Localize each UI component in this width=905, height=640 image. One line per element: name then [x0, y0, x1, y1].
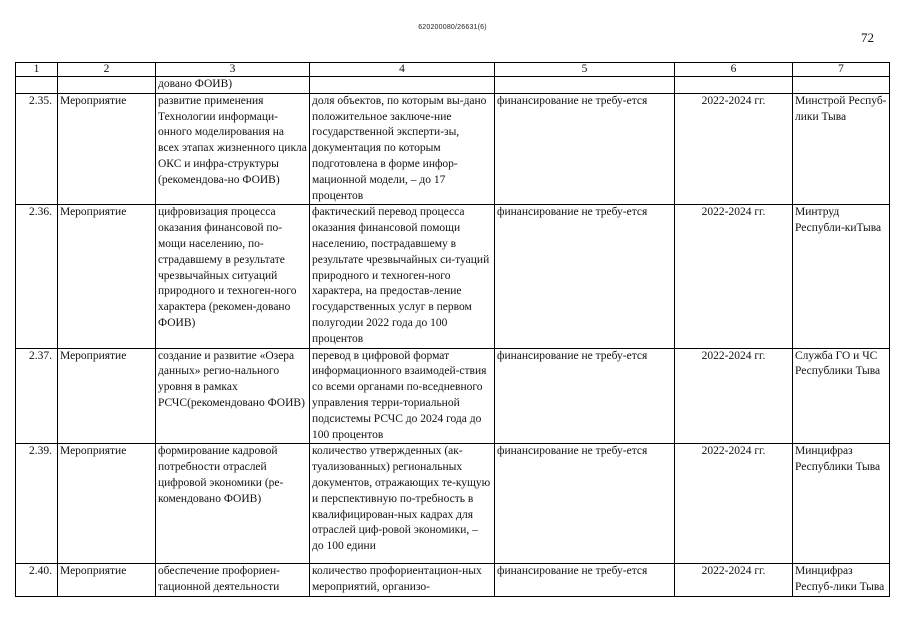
row-name: обеспечение профориен-тационной деятельности [156, 564, 310, 597]
column-header: 7 [793, 63, 890, 77]
column-header: 1 [16, 63, 58, 77]
row-number: 2.40. [16, 564, 58, 597]
empty-cell [793, 77, 890, 94]
row-type: Мероприятие [58, 205, 156, 348]
row-executor: Служба ГО и ЧС Республики Тыва [793, 348, 890, 444]
column-header: 6 [675, 63, 793, 77]
continuation-text: дoвано ФОИВ) [156, 77, 310, 94]
row-type: Мероприятие [58, 444, 156, 564]
document-stamp-code: 620200080/26631(6) [418, 24, 487, 31]
table-row [16, 93, 890, 205]
empty-cell [16, 77, 58, 94]
row-indicator: фактический перевод процесса оказания финансовой помощи населению, пострадавшему в результате чрезвычайных си-туаций природного и техноген-ного характера, на предостав-ление государственных услуг в первом полугодии 2022 года до 100 процентов [310, 205, 495, 348]
row-name: цифровизация процесса оказания финансовой по-мощи населению, по-страдавшему в результате чрезвычайных ситуаций природного и техноген-ного характера (рекомен-довано ФОИВ) [156, 205, 310, 348]
empty-cell [58, 77, 156, 94]
row-type: Мероприятие [58, 93, 156, 205]
row-executor: Минцифраз Республики Тыва [793, 444, 890, 564]
row-indicator: перевод в цифровой формат информационного взаимодей-ствия со всеми органами по-вседневного управления терри-ториальной подсистемы РСЧС до 2024 года до 100 процентов [310, 348, 495, 444]
row-indicator: количество профориентацион-ных мероприятий, организо- [310, 564, 495, 597]
row-funding: финансирование не требу-ется [495, 348, 675, 444]
row-name: создание и развитие «Озера данных» регио-нального уровня в рамках РСЧС(рекомендовано ФОИВ) [156, 348, 310, 444]
column-header: 2 [58, 63, 156, 77]
continuation-row [16, 77, 890, 94]
row-period: 2022-2024 гг. [675, 205, 793, 348]
row-period: 2022-2024 гг. [675, 444, 793, 564]
table-row [16, 564, 890, 597]
row-funding: финансирование не требу-ется [495, 564, 675, 597]
row-period: 2022-2024 гг. [675, 564, 793, 597]
empty-cell [310, 77, 495, 94]
column-header: 4 [310, 63, 495, 77]
row-funding: финансирование не требу-ется [495, 93, 675, 205]
column-header: 5 [495, 63, 675, 77]
measures-table [15, 62, 890, 597]
row-period: 2022-2024 гг. [675, 348, 793, 444]
page-number: 72 [861, 30, 874, 45]
row-funding: финансирование не требу-ется [495, 205, 675, 348]
row-name: формирование кадровой потребности отраслей цифровой экономики (ре-комендовано ФОИВ) [156, 444, 310, 564]
row-number: 2.35. [16, 93, 58, 205]
row-type: Мероприятие [58, 564, 156, 597]
row-number: 2.36. [16, 205, 58, 348]
row-funding: финансирование не требу-ется [495, 444, 675, 564]
row-executor: Минцифраз Респуб-лики Тыва [793, 564, 890, 597]
table-row [16, 348, 890, 444]
row-period: 2022-2024 гг. [675, 93, 793, 205]
table-row [16, 444, 890, 564]
row-type: Мероприятие [58, 348, 156, 444]
row-executor: Минстрой Респуб-лики Тыва [793, 93, 890, 205]
column-header: 3 [156, 63, 310, 77]
row-indicator: количество утвержденных (ак-туализованных) региональных документов, отражающих те-кущую и перспективную по-требность в квалифицирован-ных кадрах для отраслей циф-ровой экономики, – до 100 едини [310, 444, 495, 564]
column-number-row [16, 63, 890, 77]
empty-cell [495, 77, 675, 94]
empty-cell [675, 77, 793, 94]
row-name: развитие применения Технологии информаци-онного моделирования на всех этапах жизненного цикла ОКС и инфра-структуры (рекомендова-но ФОИВ) [156, 93, 310, 205]
row-number: 2.39. [16, 444, 58, 564]
table-row [16, 205, 890, 348]
row-number: 2.37. [16, 348, 58, 444]
row-executor: Минтруд Республи-киТыва [793, 205, 890, 348]
row-indicator: доля объектов, по которым вы-дано положительное заключе-ние государственной эксперти-зы, документация по которым подготовлена в форме инфор-мационной модели, – до 17 процентов [310, 93, 495, 205]
